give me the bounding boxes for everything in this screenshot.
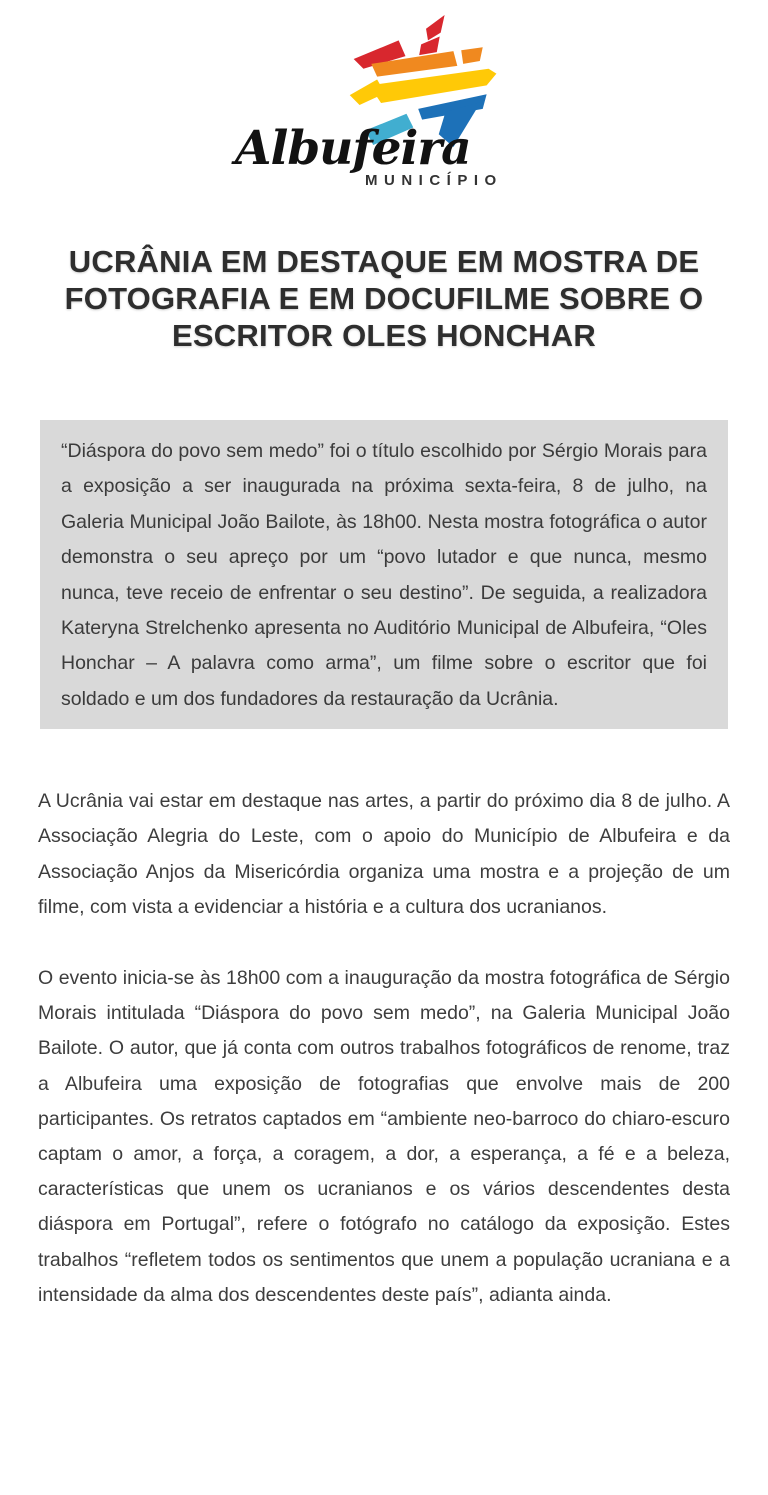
body-paragraph-2: O evento inicia-se às 18h00 com a inauguração da mostra fotográfica de Sérgio Morais intitulada “Diáspora do povo sem medo”, na Galeria Municipal João Bailote. O autor, que já conta com outros trabalhos fotográficos de renome, traz a Albufeira uma exposição de fotografias que envolve mais de 200 participantes. Os retratos captados em “ambiente neo-barroco do chiaro-escuro captam o amor, a força, a coragem, a dor, a esperança, a fé e a beleza, características que unem os ucranianos e os vários descendentes desta diáspora em Portugal”, refere o fotógrafo no catálogo da exposição. Estes trabalhos “refletem todos os sentimentos que unem a população ucraniana e a intensidade da alma dos descendentes deste país”, adianta ainda. (38, 967, 730, 1306)
logo-brand-text: Albufeira (235, 121, 471, 176)
headline-line-1: UCRÂNIA EM DESTAQUE EM MOSTRA DE (68, 244, 700, 279)
headline-line-2: FOTOGRAFIA E EM DOCUFILME SOBRE O (64, 281, 704, 316)
article-headline (34, 243, 734, 354)
article-body (38, 784, 730, 1313)
municipality-logo (235, 15, 529, 201)
logo-subtitle-text: MUNICÍPIO (365, 172, 503, 189)
headline-line-3: ESCRITOR OLES HONCHAR (172, 318, 596, 353)
body-paragraph-1: A Ucrânia vai estar em destaque nas artes, a partir do próximo dia 8 de julho. A Associação Alegria do Leste, com o apoio do Município de Albufeira e da Associação Anjos da Misericórdia organiza uma mostra e a projeção de um filme, com vista a evidenciar a história e a cultura dos ucranianos. (38, 790, 730, 918)
lead-summary-text: “Diáspora do povo sem medo” foi o título escolhido por Sérgio Morais para a exposição a ser inaugurada na próxima sexta-feira, 8 de julho, na Galeria Municipal João Bailote, às 18h00. Nesta mostra fotográfica o autor demonstra o seu apreço por um “povo lutador e que nunca, mesmo nunca, teve receio de enfrentar o seu destino”. De seguida, a realizadora Kateryna Strelchenko apresenta no Auditório Municipal de Albufeira, “Oles Honchar – A palavra como arma”, um filme sobre o escritor que foi soldado e um dos fundadores da restauração da Ucrânia. (61, 440, 707, 710)
lead-summary-box (40, 420, 728, 729)
